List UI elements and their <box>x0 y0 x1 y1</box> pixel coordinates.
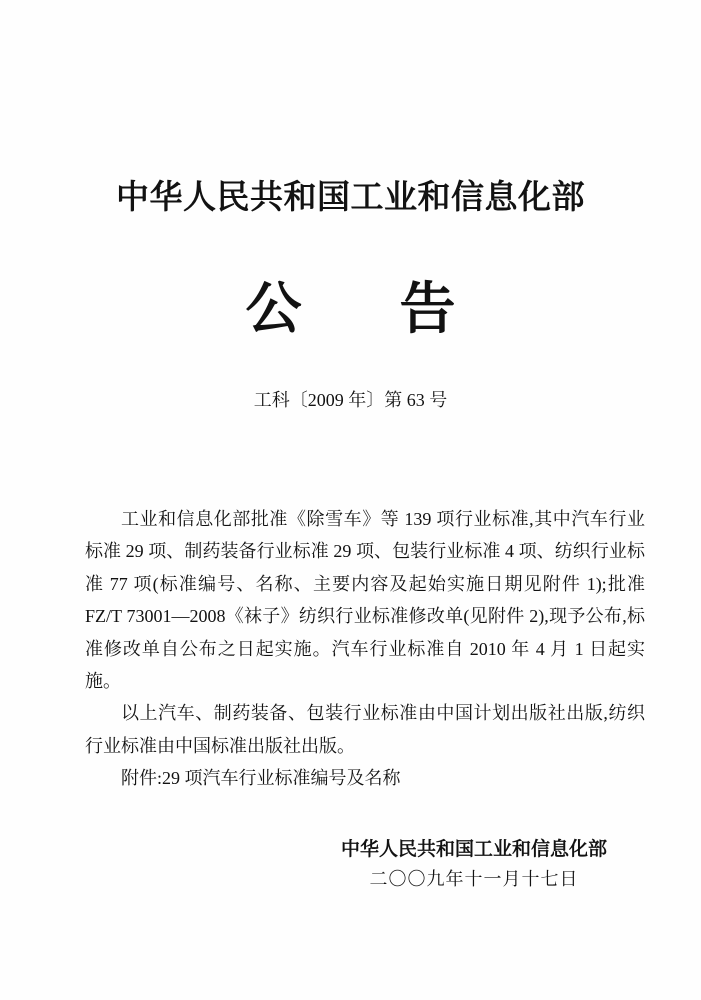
announcement-heading-char-2: 告 <box>399 279 456 341</box>
signature-block <box>341 837 607 891</box>
announcement-heading-char-1: 公 <box>245 279 302 341</box>
body-paragraph-1: 工业和信息化部批准《除雪车》等 139 项行业标准,其中汽车行业标准 29 项、制药装备行业标准 29 项、包装行业标准 4 项、纺织行业标准 77 项(标准编号、名称、主要内容及起始实施日期见附件 1);批准 FZ/T 73001—2008《袜子》纺织行业标准修改单(见附件 2),现予公布,标准修改单自公布之日起实施。汽车行业标准自 2010 年 4 月 1 日起实施。 <box>85 509 645 692</box>
document-body <box>85 503 645 795</box>
body-paragraph-attachment: 附件:29 项汽车行业标准编号及名称 <box>121 768 401 789</box>
signature-name: 中华人民共和国工业和信息化部 <box>340 839 607 860</box>
signature-date: 二〇〇九年十一月十七日 <box>369 869 579 889</box>
body-paragraph-2: 以上汽车、制药装备、包装行业标准由中国计划出版社出版,纺织行业标准由中国标准出版社出版。 <box>85 703 645 756</box>
announcement-heading <box>0 277 701 344</box>
document-number: 工科〔2009 年〕第 63 号 <box>253 390 448 410</box>
ministry-title: 中华人民共和国工业和信息化部 <box>116 180 585 216</box>
